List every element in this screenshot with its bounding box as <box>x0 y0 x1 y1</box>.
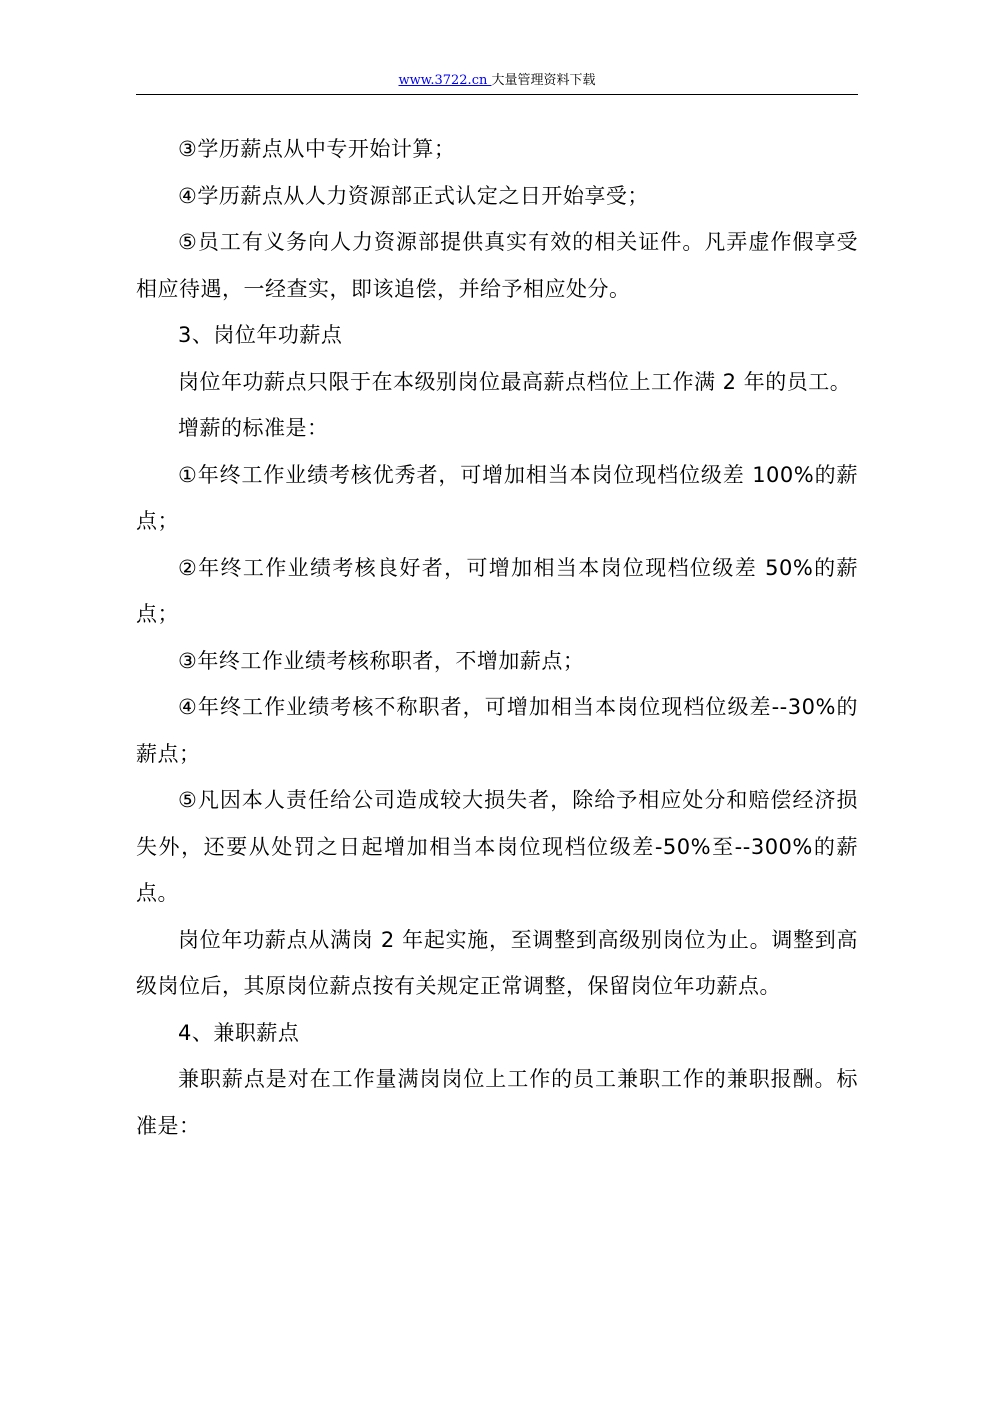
paragraph: ②年终工作业绩考核良好者，可增加相当本岗位现档位级差 50%的薪点； <box>136 555 858 626</box>
paragraph: 增薪的标准是： <box>178 416 329 440</box>
document-body <box>136 126 858 1149</box>
section-heading: 3、岗位年功薪点 <box>178 323 343 347</box>
header-text: 大量管理资料下载 <box>491 73 596 88</box>
paragraph: ④学历薪点从人力资源部正式认定之日开始享受； <box>178 183 649 208</box>
paragraph: 兼职薪点是对在工作量满岗岗位上工作的员工兼职工作的兼职报酬。标准是： <box>136 1067 858 1138</box>
section-heading: 4、兼职薪点 <box>178 1020 300 1045</box>
paragraph: ③年终工作业绩考核称职者，不增加薪点； <box>178 648 585 673</box>
paragraph: ⑤凡因本人责任给公司造成较大损失者，除给予相应处分和赔偿经济损失外，还要从处罚之日起增加相当本岗位现档位级差-50%至--300%的薪点。 <box>136 788 858 905</box>
paragraph: ③学历薪点从中专开始计算； <box>178 137 456 161</box>
page-header <box>136 72 858 95</box>
paragraph: ④年终工作业绩考核不称职者，可增加相当本岗位现档位级差--30%的薪点； <box>136 695 858 766</box>
paragraph: ①年终工作业绩考核优秀者，可增加相当本岗位现档位级差 100%的薪点； <box>136 462 858 533</box>
paragraph: ⑤员工有义务向人力资源部提供真实有效的相关证件。凡弄虚作假享受相应待遇，一经查实，即该追偿，并给予相应处分。 <box>136 230 858 301</box>
header-link[interactable]: www.3722.cn <box>398 73 492 88</box>
paragraph: 岗位年功薪点只限于在本级别岗位最高薪点档位上工作满 2 年的员工。 <box>178 369 852 394</box>
paragraph: 岗位年功薪点从满岗 2 年起实施，至调整到高级别岗位为止。调整到高级岗位后，其原岗位薪点按有关规定正常调整，保留岗位年功薪点。 <box>136 927 858 998</box>
